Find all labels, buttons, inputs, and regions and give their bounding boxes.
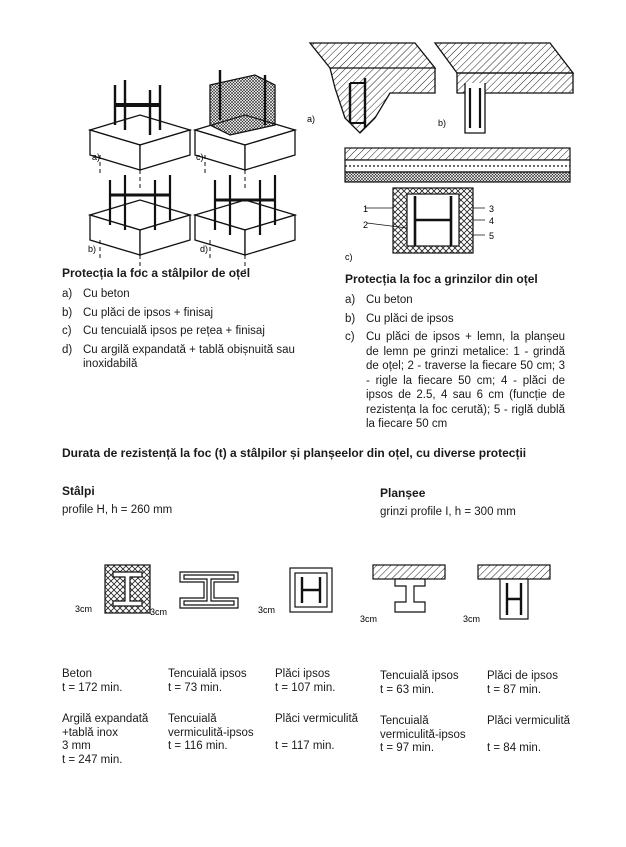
list-item: c) Cu plăci de ipsos + lemn, la planșeu de lemn pe grinzi metalice: 1 - grindă de oțel; 2 - traverse la fiecare 50 cm; 3 - rigle la fiecare 50 cm; 4 - plăci de ipsos de 2.5, 4 sau 6 cm (funcție de rezistența la foc cerută); 5 - riglă dublă la fiecare 50 cm (345, 331, 565, 430)
floors-profile: grinzi profile I, h = 300 mm (380, 506, 516, 518)
result-cell: Beton t = 172 min. (62, 668, 123, 694)
section-profiles-figure (0, 560, 626, 640)
list-item: d) Cu argilă expandată + tablă obișnuită sau inoxidabilă (62, 343, 295, 370)
fig-label-b: b) (88, 244, 97, 254)
callout-5: 5 (489, 231, 495, 241)
dim-label-1: 3cm (75, 604, 93, 614)
column-a-drawing (90, 80, 190, 190)
result-cell: Plăci de ipsos t = 87 min. (487, 670, 558, 696)
beam-label-a: a) (307, 114, 316, 124)
list-item: a) Cu beton (62, 288, 130, 300)
columns-heading: Stâlpi (62, 484, 95, 498)
result-cell: Tencuială ipsos t = 63 min. (380, 670, 459, 696)
beams-protection-list (345, 293, 565, 432)
list-item: b) Cu plăci de ipsos + finisaj (62, 306, 214, 319)
columns-protection-section (62, 266, 312, 376)
dim-label-3: 3cm (258, 605, 276, 615)
profile-floor-boards (478, 565, 550, 619)
resistance-title: Durata de rezistență la foc (t) a stâlpilor și planșeelor din oțel, cu diverse protecții (62, 446, 527, 460)
profile-floor-plaster (373, 565, 445, 612)
steel-beams-figure (305, 38, 585, 268)
callout-2: 2 (363, 220, 369, 230)
floors-heading: Planșee (380, 486, 426, 500)
column-c-drawing (195, 70, 295, 190)
result-cell: Argilă expandată +tablă inox 3 mm t = 247 min. (62, 713, 149, 766)
beam-c-drawing (345, 148, 570, 253)
dim-label-4: 3cm (360, 614, 378, 624)
beam-b-drawing (435, 43, 573, 133)
callout-1: 1 (363, 204, 369, 214)
profile-boards (290, 568, 332, 612)
result-cell: Plăci vermiculită t = 84 min. (487, 715, 571, 754)
beams-protection-title: Protecția la foc a grinzilor din oțel (345, 272, 538, 286)
result-cell: Plăci ipsos t = 107 min. (275, 668, 336, 694)
beam-a-drawing (310, 43, 435, 133)
fig-label-c: c) (196, 152, 204, 162)
profile-concrete (105, 565, 150, 613)
callout-3: 3 (489, 204, 495, 214)
result-cell: Tencuială ipsos t = 73 min. (168, 668, 247, 694)
list-item: c) Cu tencuială ipsos pe rețea + finisaj (62, 325, 265, 337)
result-cell: Tencuială vermiculită-ipsos t = 97 min. (380, 715, 466, 754)
fig-label-d: d) (200, 244, 209, 254)
beams-protection-section (345, 272, 565, 436)
profile-plaster (180, 572, 238, 608)
columns-profile: profile H, h = 260 mm (62, 504, 173, 516)
dim-label-5: 3cm (463, 614, 481, 624)
beam-label-c: c) (345, 252, 353, 262)
fig-label-a: a) (92, 152, 101, 162)
callout-4: 4 (489, 216, 495, 226)
beam-label-b: b) (438, 118, 447, 128)
list-item: b) Cu plăci de ipsos (345, 312, 454, 325)
dim-label-2: 3cm (150, 607, 168, 617)
result-cell: Tencuială vermiculită-ipsos t = 116 min. (168, 713, 254, 752)
columns-protection-title: Protecția la foc a stâlpilor de oțel (62, 266, 251, 280)
columns-protection-list (62, 287, 312, 372)
list-item: a) Cu beton (345, 294, 413, 306)
result-cell: Plăci vermiculită t = 117 min. (275, 713, 359, 752)
